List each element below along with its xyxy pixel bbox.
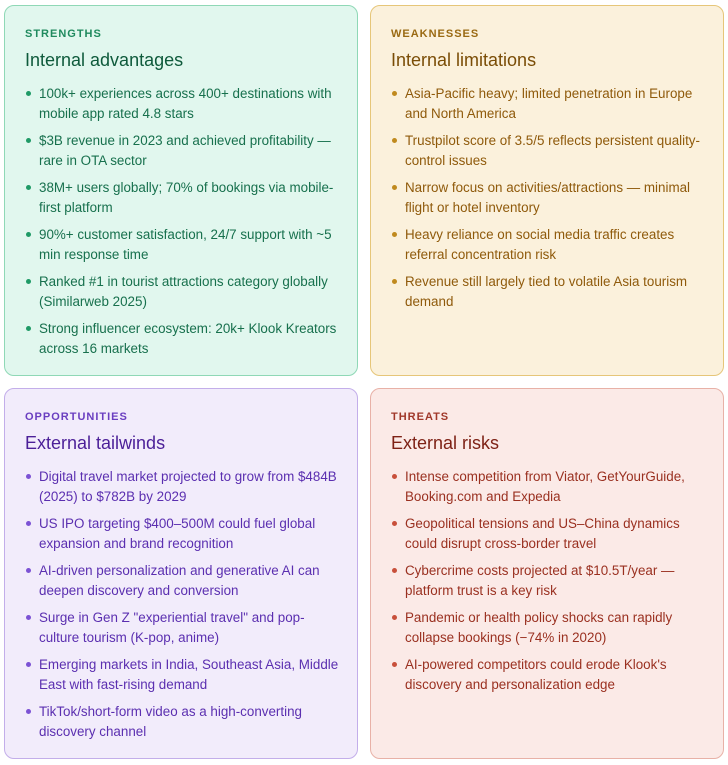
list-item-text: Revenue still largely tied to volatile Asia tourism demand	[405, 274, 688, 309]
list-item	[25, 225, 339, 265]
bullet-dot-icon	[26, 279, 31, 284]
strengths-title: Internal advantages	[25, 50, 184, 70]
bullet-dot-icon	[392, 91, 397, 96]
threats-list	[391, 467, 703, 695]
list-item	[25, 178, 339, 218]
threats-title: External risks	[391, 433, 500, 453]
list-item-text: Strong influencer ecosystem: 20k+ Klook Kreators across 16 markets	[39, 321, 337, 356]
list-item-text: AI-driven personalization and generative AI can deepen discovery and conversion	[39, 563, 320, 598]
bullet-dot-icon	[392, 232, 397, 237]
opportunities-card	[4, 388, 358, 759]
weaknesses-title: Internal limitations	[391, 50, 537, 70]
list-item	[25, 131, 339, 171]
list-item-text: Emerging markets in India, Southeast Asia, Middle East with fast-rising demand	[39, 657, 339, 692]
list-item	[25, 702, 339, 742]
list-item	[391, 272, 705, 312]
list-item-text: Surge in Gen Z "experiential travel" and pop-culture tourism (K-pop, anime)	[39, 610, 305, 645]
bullet-dot-icon	[392, 185, 397, 190]
opportunities-eyebrow: OPPORTUNITIES	[25, 411, 128, 423]
list-item-text: 100k+ experiences across 400+ destinations with mobile app rated 4.8 stars	[39, 86, 332, 121]
list-item-text: Cybercrime costs projected at $10.5T/year — platform trust is a key risk	[405, 563, 675, 598]
threats-eyebrow: THREATS	[391, 411, 450, 423]
bullet-dot-icon	[392, 521, 397, 526]
list-item	[25, 467, 339, 507]
bullet-dot-icon	[26, 615, 31, 620]
list-item	[391, 655, 705, 695]
bullet-dot-icon	[26, 138, 31, 143]
list-item-text: US IPO targeting $400–500M could fuel global expansion and brand recognition	[39, 516, 316, 551]
list-item	[391, 467, 705, 507]
bullet-dot-icon	[26, 232, 31, 237]
weaknesses-card	[370, 5, 724, 376]
list-item-text: Intense competition from Viator, GetYourGuide, Booking.com and Expedia	[405, 469, 685, 504]
bullet-dot-icon	[392, 474, 397, 479]
list-item-text: Ranked #1 in tourist attractions category globally (Similarweb 2025)	[39, 274, 328, 309]
bullet-dot-icon	[26, 709, 31, 714]
threats-card	[370, 388, 724, 759]
bullet-dot-icon	[26, 474, 31, 479]
weaknesses-list	[391, 84, 703, 312]
bullet-dot-icon	[392, 138, 397, 143]
list-item	[391, 178, 705, 218]
strengths-eyebrow: STRENGTHS	[25, 28, 102, 40]
weaknesses-eyebrow: WEAKNESSES	[391, 28, 480, 40]
list-item	[25, 272, 339, 312]
opportunities-list	[25, 467, 337, 742]
bullet-dot-icon	[392, 615, 397, 620]
list-item	[25, 319, 339, 359]
list-item-text: 90%+ customer satisfaction, 24/7 support with ~5 min response time	[39, 227, 332, 262]
list-item	[391, 514, 705, 554]
list-item	[391, 84, 705, 124]
list-item	[25, 561, 339, 601]
list-item-text: Asia-Pacific heavy; limited penetration in Europe and North America	[405, 86, 693, 121]
bullet-dot-icon	[392, 568, 397, 573]
list-item-text: Geopolitical tensions and US–China dynamics could disrupt cross-border travel	[405, 516, 680, 551]
bullet-dot-icon	[26, 91, 31, 96]
list-item	[25, 608, 339, 648]
list-item-text: $3B revenue in 2023 and achieved profitability — rare in OTA sector	[39, 133, 331, 168]
list-item	[25, 655, 339, 695]
list-item-text: Trustpilot score of 3.5/5 reflects persistent quality-control issues	[405, 133, 700, 168]
bullet-dot-icon	[26, 185, 31, 190]
list-item	[391, 131, 705, 171]
list-item	[391, 608, 705, 648]
list-item-text: Narrow focus on activities/attractions — minimal flight or hotel inventory	[405, 180, 691, 215]
bullet-dot-icon	[26, 568, 31, 573]
list-item-text: Heavy reliance on social media traffic creates referral concentration risk	[405, 227, 675, 262]
list-item-text: Digital travel market projected to grow from $484B (2025) to $782B by 2029	[39, 469, 337, 504]
bullet-dot-icon	[26, 662, 31, 667]
list-item-text: 38M+ users globally; 70% of bookings via mobile-first platform	[39, 180, 334, 215]
bullet-dot-icon	[392, 662, 397, 667]
list-item	[391, 561, 705, 601]
bullet-dot-icon	[26, 326, 31, 331]
bullet-dot-icon	[26, 521, 31, 526]
list-item	[25, 84, 339, 124]
opportunities-title: External tailwinds	[25, 433, 166, 453]
list-item	[25, 514, 339, 554]
list-item-text: TikTok/short-form video as a high-converting discovery channel	[39, 704, 302, 739]
list-item-text: AI-powered competitors could erode Klook's discovery and personalization edge	[405, 657, 667, 692]
list-item-text: Pandemic or health policy shocks can rapidly collapse bookings (−74% in 2020)	[405, 610, 673, 645]
strengths-list	[25, 84, 337, 359]
bullet-dot-icon	[392, 279, 397, 284]
list-item	[391, 225, 705, 265]
strengths-card	[4, 5, 358, 376]
